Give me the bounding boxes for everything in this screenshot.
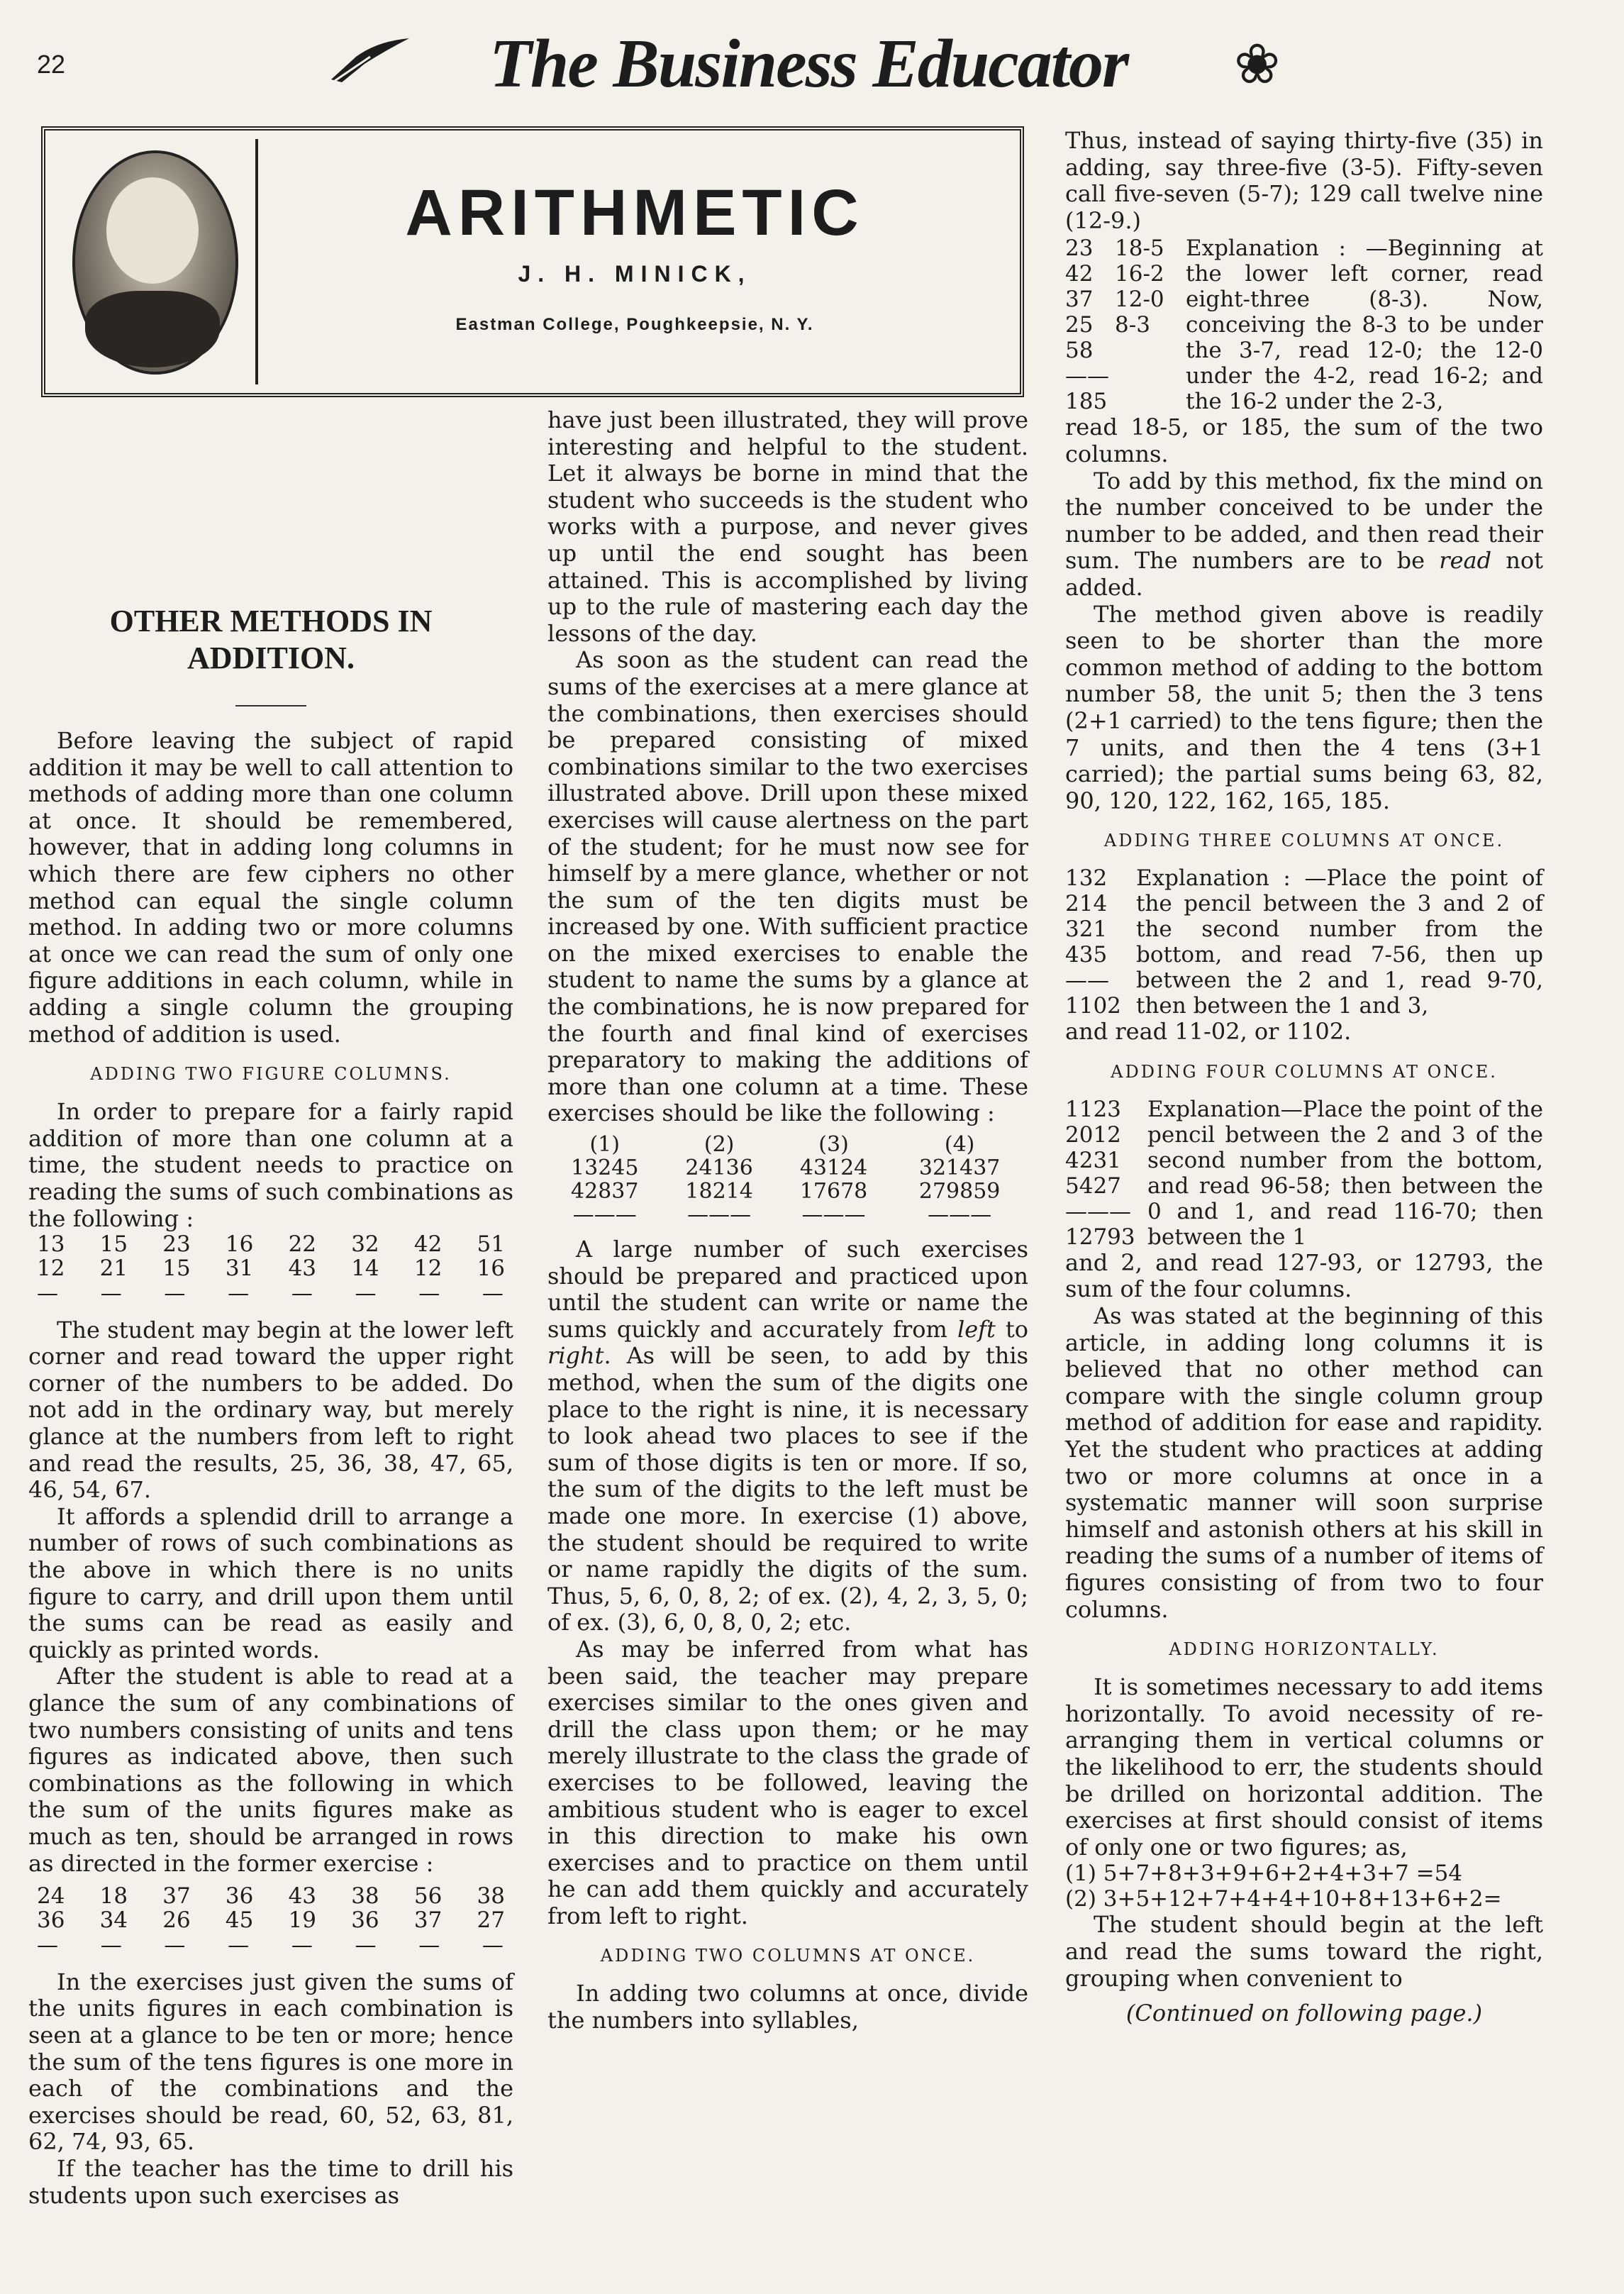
sum-rule-row: — — — — — — — — (37, 1281, 505, 1307)
exercise-table: (1) (2) (3) (4) 13245 24136 43124 321437 42837 18214 17678 279859 ——— ——— ——— ——— (570, 1132, 1001, 1228)
section-heading: OTHER METHODS IN ADDITION. (109, 604, 433, 675)
horizontal-exercise: (1) 5+7+8+3+9+6+2+4+3+7 =54 (1065, 1861, 1463, 1887)
ornament-icon: ❀ (1234, 33, 1281, 96)
article-author: J. H. MINICK, (518, 261, 752, 287)
number-row: 36 34 26 45 19 36 37 27 (37, 1907, 505, 1934)
subheading: ADDING TWO COLUMNS AT ONCE. (600, 1946, 976, 1966)
paragraph: read 18-5, or 185, the sum of the two columns. (1065, 414, 1543, 467)
portrait-suit (85, 291, 220, 367)
subheading: ADDING HORIZONTALLY. (1169, 1639, 1440, 1660)
example-three-columns: 132 214 321 435 —— 1102 Explanation : —Place the point of the pencil between the 3 and 2 of the second number from the bottom, and read 7-56, then up between the 2 and 1, read 9-70, then between the 1 and 3, (1065, 865, 1543, 1019)
paragraph: As may be inferred from what has been said, the teacher may prepare exercises similar to the ones given and drill the class upon them; or he may merely illustrate to the class the grade of exercises to be followed, leaving the ambitious student who is eager to excel in this direction to make his own exercises and to practice on them until he can add them quickly and accurately from left to right. (547, 1635, 1028, 1929)
paragraph: The student may begin at the lower left corner and read toward the upper right corner of the numbers to be added. Do not add in the ordinary way, but merely glance at the numbers from left to right and read the results, 25, 36, 38, 47, 65, 46, 54, 67. (28, 1316, 513, 1504)
paragraph: A large number of such exercises should be prepared and practiced upon until the student can write or name the sums quickly and accurately from left to right. As will be seen, to add by this method, when the sum of the digits one place to the right is nine, it is necessary to look ahead two places to see if the sum of those digits is ten or more. If so, the sum of the digits to the left must be made one more. In exercise (1) above, the student should be required to write or name rapidly the digits of the sum. Thus, 5, 6, 0, 8, 2; of ex. (2), 4, 2, 3, 5, 0; of ex. (3), 6, 0, 8, 0, 2; etc. (547, 1236, 1029, 1636)
paragraph: The method given above is readily seen to be shorter than the more common method of adding to the bottom number 58, the unit 5; then the 3 tens (2+1 carried) to the tens figure; then the 7 units, and then the 4 tens (3+1 carried); the partial sums being 63, 82, 90, 120, 122, 162, 165, 185. (1065, 600, 1543, 814)
author-affiliation: Eastman College, Poughkeepsie, N. Y. (455, 315, 814, 334)
horizontal-exercise: (2) 3+5+12+7+4+4+10+8+13+6+2= (1065, 1886, 1502, 1912)
paragraph: To add by this method, fix the mind on the number conceived to be under the number to be added, and then read their sum. The numbers are to be read not added. (1065, 467, 1544, 601)
heading-rule (235, 705, 306, 707)
number-row: 12 21 15 31 43 14 12 16 (37, 1256, 505, 1282)
example-two-columns: 23 42 37 25 58 —— 185 18-5 16-2 12-0 8-3 Explanation : —Beginning at the lower left corner, read eight-three (8-3). Now, conceiving the 8-3 to be under the 3-7, read 12-0; the 12-0 under the 4-2, read 16-2; and the 16-2 under the 2-3, (1065, 236, 1543, 415)
explanation-text: Explanation—Place the point of the pencil between the 2 and 3 of the second number from the bottom, and read 96-58; then between the 0 and 1, and read 116-70; then between the 1 (1147, 1096, 1543, 1250)
explanation-text: Explanation : —Place the point of the pencil between the 3 and 2 of the second number from the bottom, and read 7-56, then up between the 2 and 1, read 9-70, then between the 1 and 3, (1136, 865, 1543, 1019)
number-row: 24 18 37 36 43 38 56 38 (37, 1883, 505, 1910)
example-four-columns: 1123 2012 4231 5427 ——— 12793 Explanation—Place the point of the pencil between the 2 and 3 of the second number from the bottom, and read 96-58; then between the 0 and 1, and read 116-70; then between the 1 (1065, 1096, 1543, 1250)
sum-rule-row: — — — — — — — — (37, 1933, 505, 1958)
column-2 (547, 407, 1028, 2034)
column-3 (1065, 128, 1543, 2027)
subheading: ADDING FOUR COLUMNS AT ONCE. (1111, 1061, 1498, 1082)
explanation-text: Explanation : —Beginning at the lower left corner, read eight-three (8-3). Now, conceiving the 8-3 to be under the 3-7, read 12-0; the 12-0 under the 4-2, read 16-2; and the 16-2 under the 2-3, (1186, 236, 1543, 415)
paragraph: and read 11-02, or 1102. (1065, 1018, 1352, 1046)
paragraph: In order to prepare for a fairly rapid addition of more than one column at a time, the student needs to practice on reading the sums of such combinations as the following : (28, 1098, 513, 1232)
paragraph: Thus, instead of saying thirty-five (35) in adding, say three-five (3-5). Fifty-seven call five-seven (5-7); 129 call twelve nine (12-9.) (1065, 127, 1543, 234)
header-divider (255, 139, 258, 384)
page-number: 22 (37, 50, 66, 79)
paragraph: have just been illustrated, they will prove interesting and helpful to the student. Let it always be borne in mind that the student who succeeds is the student who works with a purpose, and never gives up until the end sought has been attained. This is accomplished by living up to the rule of mastering each day the lessons of the day. (547, 406, 1028, 647)
paragraph: and 2, and read 127-93, or 12793, the sum of the four columns. (1065, 1248, 1543, 1303)
paragraph: In the exercises just given the sums of the units figures in each combination is seen at a glance to be ten or more; hence the sum of the tens figures is one more in each of the combinations and the exercises should be read, 60, 52, 63, 81, 62, 74, 93, 65. (28, 1968, 513, 2156)
paragraph: Before leaving the subject of rapid addition it may be well to call attention to methods of adding more than one column at once. It should be remembered, however, that in adding long columns in which there are few ciphers no other method can equal the single column method. In adding two or more columns at once we can read the sum of only one figure additions in each column, while in adding a single column the grouping method of addition is used. (28, 727, 513, 1048)
paragraph: It is sometimes necessary to add items horizontally. To avoid necessity of re-arranging them in vertical columns or the likelihood to err, the students should be drilled on horizontal addition. The exercises at first should consist of items of only one or two figures; as, (1065, 1673, 1543, 1861)
paragraph: If the teacher has the time to drill his students upon such exercises as (28, 2154, 513, 2209)
paragraph: The student should begin at the left and read the sums toward the right, grouping when convenient to (1065, 1911, 1543, 1992)
paragraph: In adding two columns at once, divide the numbers into syllables, (547, 1980, 1028, 2034)
subheading: ADDING TWO FIGURE COLUMNS. (90, 1064, 452, 1085)
masthead-title: The Business Educator (489, 26, 1128, 102)
number-row: 13 15 23 16 22 32 42 51 (37, 1231, 505, 1258)
paragraph: As was stated at the beginning of this article, in adding long columns it is believed that no other method can compare with the single column group method of addition for ease and rapidity. Yet the student who practices at adding two or more columns at once in a systematic manner will soon surprise himself and astonish others at his skill in reading the sums of a number of items of figures consisting of from two to four columns. (1065, 1302, 1543, 1623)
paragraph: After the student is able to read at a glance the sum of any combinations of two numbers consisting of units and tens figures as indicated above, then such combinations as the following in which the sum of the units figures make as much as ten, should be arranged in rows as directed in the former exercise : (28, 1663, 513, 1877)
subheading: ADDING THREE COLUMNS AT ONCE. (1103, 831, 1505, 851)
quill-icon (328, 35, 413, 85)
portrait-face (106, 177, 199, 284)
paragraph: As soon as the student can read the sums of the exercises at a mere glance at the combinations, then exercises should be prepared consisting of mixed combinations similar to the two exercises illustrated above. Drill upon these mixed exercises will cause alertness on the part of the student; for he must now see for himself by a mere glance, whether or not the sum of the ten digits must be increased by one. With sufficient practice on the mixed exercises to enable the student to name the sums by a glance at the combinations, he is now prepared for the fourth and final kind of exercises preparatory to making the additions of more than one column at a time. These exercises should be like the following : (547, 646, 1028, 1127)
column-1 (28, 603, 513, 2209)
article-title: ARITHMETIC (405, 177, 864, 249)
continued-note: (Continued on following page.) (1125, 2000, 1483, 2027)
paragraph: It affords a splendid drill to arrange a number of rows of such combinations as the above in which there is no units figure to carry, and drill upon them until the sums can be read as easily and quickly as printed words. (28, 1502, 513, 1663)
